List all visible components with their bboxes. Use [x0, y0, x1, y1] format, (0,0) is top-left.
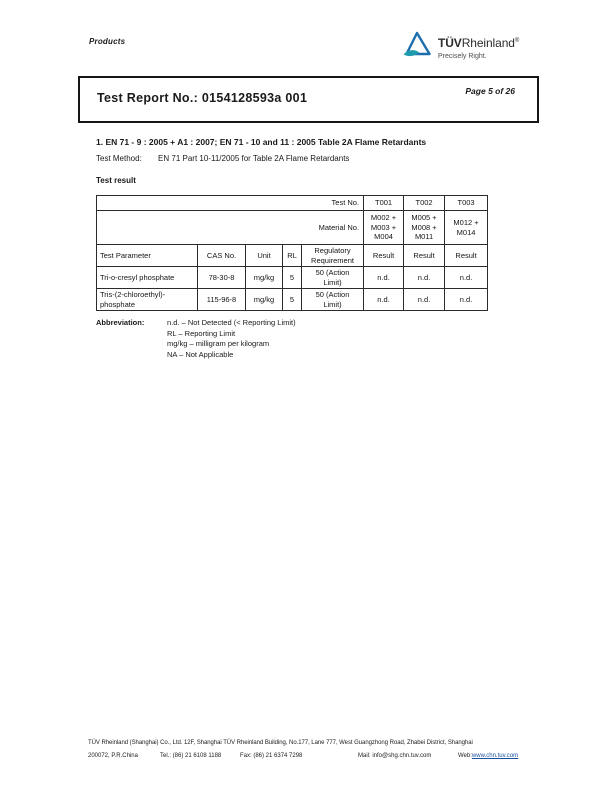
cas-cell: 78-30-8 [198, 267, 246, 289]
abbreviation-item: mg/kg – milligram per kilogram [167, 339, 270, 348]
footer [88, 740, 540, 760]
col-header-result-3: Result [445, 245, 488, 267]
footer-contact-line [88, 753, 540, 760]
test-no-t002: T002 [404, 196, 445, 211]
material-group-2: M005 + M008 + M011 [404, 211, 445, 245]
footer-address-line2: 200072, P.R.China [88, 753, 138, 759]
result-cell-1: n.d. [364, 267, 404, 289]
parameter-cell: Tris-(2-chloroethyl)-phosphate [97, 289, 198, 311]
material-group-1: M002 + M003 + M004 [364, 211, 404, 245]
requirement-cell: 50 (Action Limit) [302, 267, 364, 289]
abbreviation-item: NA – Not Applicable [167, 349, 234, 359]
mail-label: Mail: [358, 753, 371, 759]
requirement-cell: 50 (Action Limit) [302, 289, 364, 311]
abbreviation-items [167, 318, 296, 360]
test-no-t001: T001 [364, 196, 404, 211]
result-cell-3: n.d. [445, 267, 488, 289]
abbreviation-item: n.d. – Not Detected (< Reporting Limit) [167, 318, 296, 327]
tuv-triangle-icon [403, 31, 431, 63]
test-no-t003: T003 [445, 196, 488, 211]
report-title [97, 91, 307, 105]
footer-web [458, 753, 518, 760]
footer-mail [358, 753, 458, 760]
footer-tel: Tel.: (86) 21 6108 1188 [160, 753, 222, 759]
registered-mark: ® [514, 38, 520, 44]
logo-text [438, 31, 519, 60]
abbreviation-label: Abbreviation: [96, 318, 145, 327]
rl-cell: 5 [283, 267, 302, 289]
brand-name [438, 36, 519, 50]
test-no-row [97, 196, 488, 211]
col-header-result-1: Result [364, 245, 404, 267]
result-cell-2: n.d. [404, 289, 445, 311]
web-link[interactable]: www.chn.tuv.com [471, 753, 519, 759]
abbreviation-item: RL – Reporting Limit [167, 328, 236, 338]
brand-rheinland: Rheinland [461, 36, 515, 50]
test-result-heading: Test result [96, 176, 136, 185]
col-header-cas-no: CAS No. [198, 245, 246, 267]
result-cell-1: n.d. [364, 289, 404, 311]
material-no-row [97, 211, 488, 245]
mail-value: info@shg.chn.tuv.com [372, 753, 432, 759]
col-header-rl: RL [283, 245, 302, 267]
page-indicator: Page 5 of 26 [465, 86, 515, 96]
report-number-value: 0154128593a 001 [201, 91, 308, 105]
table-row [97, 267, 488, 289]
report-number-label: Test Report No.: [97, 91, 199, 105]
results-table [96, 195, 488, 311]
brand-tuv: TÜV [438, 36, 462, 50]
test-method-value: EN 71 Part 10-11/2005 for Table 2A Flame Retardants [158, 154, 350, 163]
col-header-regulatory-requirement: Regulatory Requirement [302, 245, 364, 267]
rl-cell: 5 [283, 289, 302, 311]
test-method-label: Test Method: [96, 154, 142, 163]
footer-fax: Fax: (86) 21 6374 7298 [240, 753, 303, 759]
report-title-box [78, 76, 539, 123]
result-cell-2: n.d. [404, 267, 445, 289]
standard-heading: 1. EN 71 - 9 : 2005 + A1 : 2007; EN 71 - 10 and 11 : 2005 Table 2A Flame Retardants [96, 137, 427, 147]
unit-cell: mg/kg [246, 267, 283, 289]
tuv-rheinland-logo [403, 31, 519, 63]
products-label: Products [89, 37, 126, 46]
abbreviation-block [96, 318, 296, 360]
material-no-label-cell: Material No. [97, 211, 364, 245]
col-header-unit: Unit [246, 245, 283, 267]
footer-address-line1: TÜV Rheinland (Shanghai) Co., Ltd. 12F, Shanghai TÜV Rheinland Building, No.177, Lane 777, West Guangzhong Road, Zhabei District, Shanghai [88, 740, 473, 746]
parameter-cell: Tri-o-cresyl phosphate [97, 267, 198, 289]
cas-cell: 115-96-8 [198, 289, 246, 311]
test-no-label-cell: Test No. [97, 196, 364, 211]
material-group-3: M012 + M014 [445, 211, 488, 245]
col-header-result-2: Result [404, 245, 445, 267]
col-header-test-parameter: Test Parameter [97, 245, 198, 267]
result-cell-3: n.d. [445, 289, 488, 311]
column-header-row [97, 245, 488, 267]
unit-cell: mg/kg [246, 289, 283, 311]
table-row [97, 289, 488, 311]
web-label: Web: [458, 753, 472, 759]
brand-tagline: Precisely Right. [438, 53, 487, 60]
test-method-line [96, 154, 349, 163]
